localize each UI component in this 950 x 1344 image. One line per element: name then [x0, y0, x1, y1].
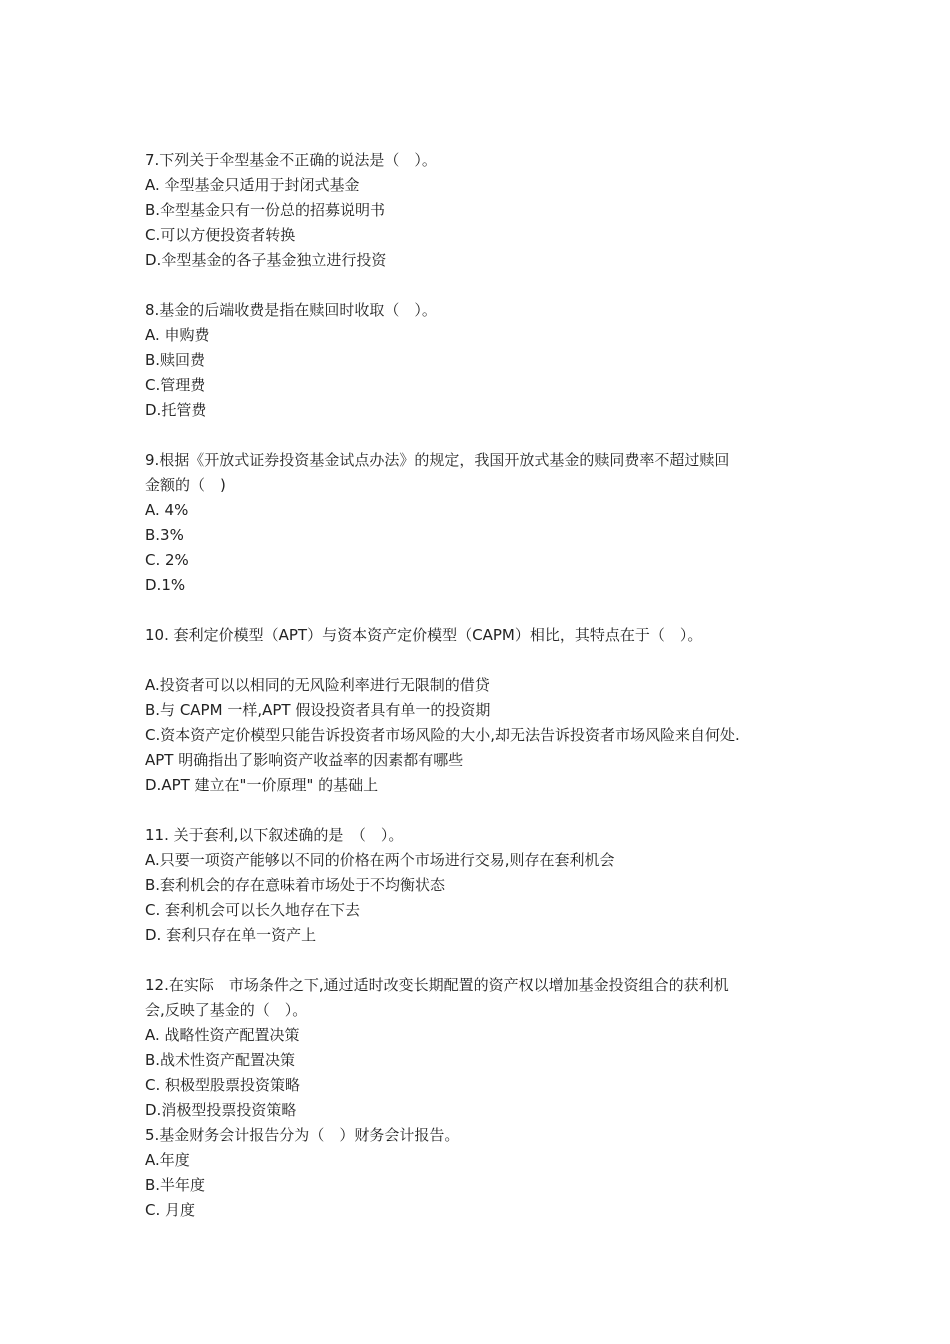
question-5 [145, 1123, 825, 1223]
option-c: C. 套利机会可以长久地存在下去 [145, 901, 361, 919]
question-10 [145, 623, 825, 798]
option-c-continued: APT 明确指出了影响资产收益率的因素都有哪些 [145, 751, 464, 769]
question-stem-continued: 金额的（ ) [145, 476, 226, 494]
question-stem: 8.基金的后端收费是指在赎回时收取（ ）。 [145, 301, 437, 319]
spacer [145, 598, 825, 623]
question-stem: 5.基金财务会计报告分为（ ）财务会计报告。 [145, 1126, 460, 1144]
question-stem: 10. 套利定价模型（APT）与资本资产定价模型（CAPM）相比，其特点在于（ ）。 [145, 626, 703, 644]
spacer [145, 423, 825, 448]
spacer [145, 948, 825, 973]
option-a: A. 战略性资产配置决策 [145, 1026, 300, 1044]
option-a: A.只要一项资产能够以不同的价格在两个市场进行交易,则存在套利机会 [145, 851, 615, 869]
question-11 [145, 823, 825, 948]
option-a: A. 伞型基金只适用于封闭式基金 [145, 176, 360, 194]
question-stem: 12.在实际 市场条件之下,通过适时改变长期配置的资产权以增加基金投资组合的获利机 [145, 976, 729, 994]
question-8 [145, 298, 825, 423]
option-c: C. 月度 [145, 1201, 196, 1219]
option-b: B.与 CAPM 一样,APT 假设投资者具有单一的投资期 [145, 701, 491, 719]
option-b: B.套利机会的存在意味着市场处于不均衡状态 [145, 876, 446, 894]
spacer [145, 273, 825, 298]
question-stem: 9.根据《开放式证券投资基金试点办法》的规定，我国开放式基金的赎同费率不超过赎回 [145, 451, 730, 469]
option-c: C.资本资产定价模型只能告诉投资者市场风险的大小,却无法告诉投资者市场风险来自何处. [145, 726, 740, 744]
spacer [145, 648, 825, 673]
option-b: B.战术性资产配置决策 [145, 1051, 296, 1069]
option-d: D.伞型基金的各子基金独立进行投资 [145, 251, 387, 269]
option-c: C.管理费 [145, 376, 206, 394]
option-d: D.消极型投票投资策略 [145, 1101, 297, 1119]
option-a: A. 4% [145, 501, 189, 519]
option-d: D. 套利只存在单一资产上 [145, 926, 317, 944]
question-12 [145, 973, 825, 1123]
option-a: A.投资者可以以相同的无风险利率进行无限制的借贷 [145, 676, 490, 694]
option-c: C. 积极型股票投资策略 [145, 1076, 301, 1094]
option-b: B.赎回费 [145, 351, 206, 369]
spacer [145, 798, 825, 823]
option-d: D.APT 建立在"一价原理" 的基础上 [145, 776, 379, 794]
question-7 [145, 148, 825, 273]
option-d: D.托管费 [145, 401, 207, 419]
option-c: C.可以方便投资者转换 [145, 226, 296, 244]
option-c: C. 2% [145, 551, 189, 569]
option-a: A.年度 [145, 1151, 190, 1169]
option-b: B.半年度 [145, 1176, 206, 1194]
option-b: B.3% [145, 526, 184, 544]
question-stem-continued: 会,反映了基金的（ ）。 [145, 1001, 308, 1019]
question-stem: 7.下列关于伞型基金不正确的说法是（ ）。 [145, 151, 437, 169]
document-page [145, 148, 825, 1223]
option-d: D.1% [145, 576, 186, 594]
option-a: A. 申购费 [145, 326, 210, 344]
option-b: B.伞型基金只有一份总的招募说明书 [145, 201, 386, 219]
question-stem: 11. 关于套利,以下叙述确的是 （ ）。 [145, 826, 404, 844]
question-9 [145, 448, 825, 598]
